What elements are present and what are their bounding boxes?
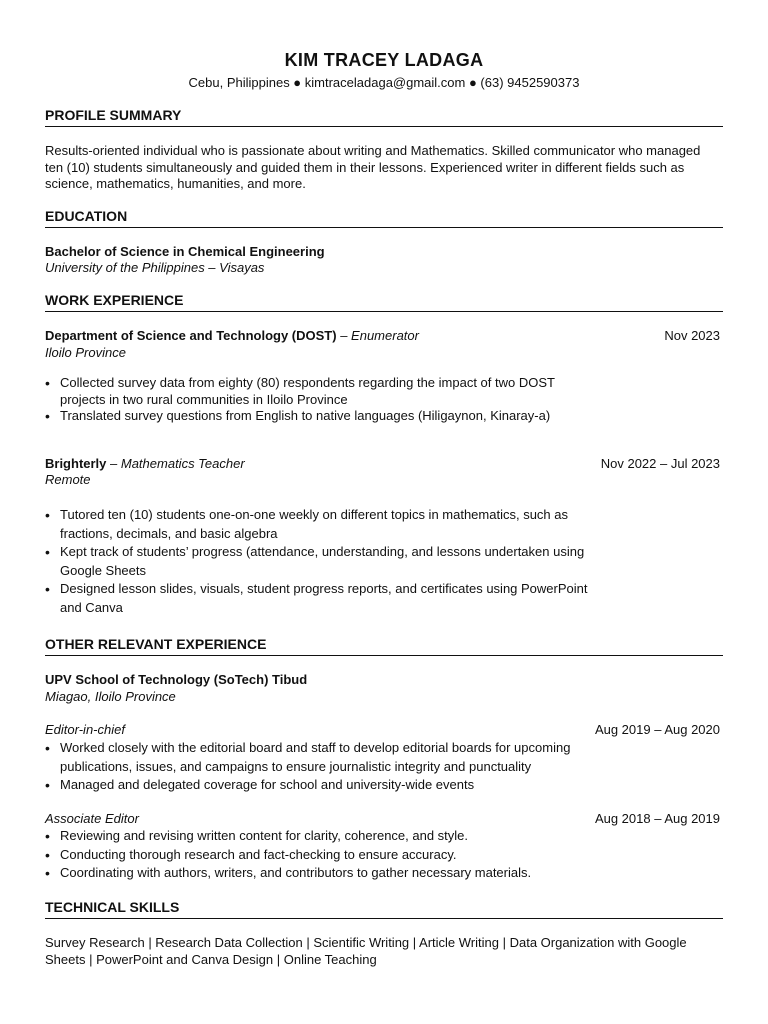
job-location: Iloilo Province [45, 345, 126, 360]
profile-summary-text: Results-oriented individual who is passionate about writing and Mathematics. Skilled communicator who managed ten (10) students simultaneously and guided them in their lessons. Experienced writer in different fields such as science, mathematics, humanities, and more. [45, 143, 701, 191]
list-item: • Translated survey questions from English to native languages (Hiligaynon, Kinaray-a) [45, 408, 600, 425]
list-item: • Worked closely with the editorial board and staff to develop editorial boards for upcoming publications, issues, and campaigns to ensure journalistic integrity and punctuality [45, 739, 630, 776]
role-date: Aug 2019 – Aug 2020 [594, 722, 720, 737]
role-title-line [45, 722, 720, 738]
section-heading-profile: PROFILE SUMMARY [45, 106, 723, 127]
job-bullet-list [45, 506, 590, 617]
skills-text: Survey Research | Research Data Collection | Scientific Writing | Article Writing | Data Organization with Google Sheets | PowerPoint and Canva Design | Online Teaching [45, 935, 687, 967]
list-item: • Coordinating with authors, writers, and contributors to gather necessary materials. [45, 864, 645, 883]
other-location: Miagao, Iloilo Province [45, 689, 176, 704]
section-heading-education: EDUCATION [45, 207, 723, 228]
section-heading-other-experience: OTHER RELEVANT EXPERIENCE [45, 635, 723, 656]
list-item: • Collected survey data from eighty (80) respondents regarding the impact of two DOST projects in two rural communities in Iloilo Province [45, 375, 600, 408]
job-date: Nov 2022 – Jul 2023 [600, 456, 720, 471]
section-heading-skills: TECHNICAL SKILLS [45, 898, 723, 919]
list-item: • Designed lesson slides, visuals, student progress reports, and certificates using PowerPoint and Canva [45, 580, 590, 617]
job-location: Remote [45, 472, 91, 487]
candidate-name: KIM TRACEY LADAGA [284, 50, 484, 70]
job-separator: – [336, 328, 352, 343]
job-organization: Brighterly [45, 456, 107, 471]
role-title: Editor-in-chief [45, 722, 125, 737]
job-role: Enumerator [351, 328, 419, 343]
role-title-line [45, 811, 720, 827]
role-date: Aug 2018 – Aug 2019 [594, 811, 720, 826]
job-title-line [45, 456, 720, 472]
role-bullet-list [45, 827, 645, 883]
other-organization: UPV School of Technology (SoTech) Tibud [45, 672, 308, 687]
education-degree: Bachelor of Science in Chemical Engineering [45, 244, 325, 259]
list-item: • Reviewing and revising written content for clarity, coherence, and style. [45, 827, 645, 846]
role-bullet-list [45, 739, 630, 795]
contact-line: Cebu, Philippines ● kimtraceladaga@gmail.com ● (63) 9452590373 [188, 75, 580, 90]
job-role: Mathematics Teacher [120, 456, 245, 471]
list-item: • Kept track of students’ progress (attendance, understanding, and lessons undertaken using Google Sheets [45, 543, 590, 580]
job-bullet-list [45, 375, 600, 425]
job-date: Nov 2023 [664, 328, 720, 343]
list-item: • Conducting thorough research and fact-checking to ensure accuracy. [45, 846, 645, 865]
section-heading-work: WORK EXPERIENCE [45, 291, 723, 312]
role-title: Associate Editor [45, 811, 139, 826]
job-organization: Department of Science and Technology (DOST) [45, 328, 337, 343]
list-item: • Tutored ten (10) students one-on-one weekly on different topics in mathematics, such as fractions, decimals, and basic algebra [45, 506, 590, 543]
job-separator: – [106, 456, 121, 471]
list-item: • Managed and delegated coverage for school and university-wide events [45, 776, 630, 795]
job-title-line [45, 328, 720, 344]
education-school: University of the Philippines – Visayas [45, 260, 265, 275]
